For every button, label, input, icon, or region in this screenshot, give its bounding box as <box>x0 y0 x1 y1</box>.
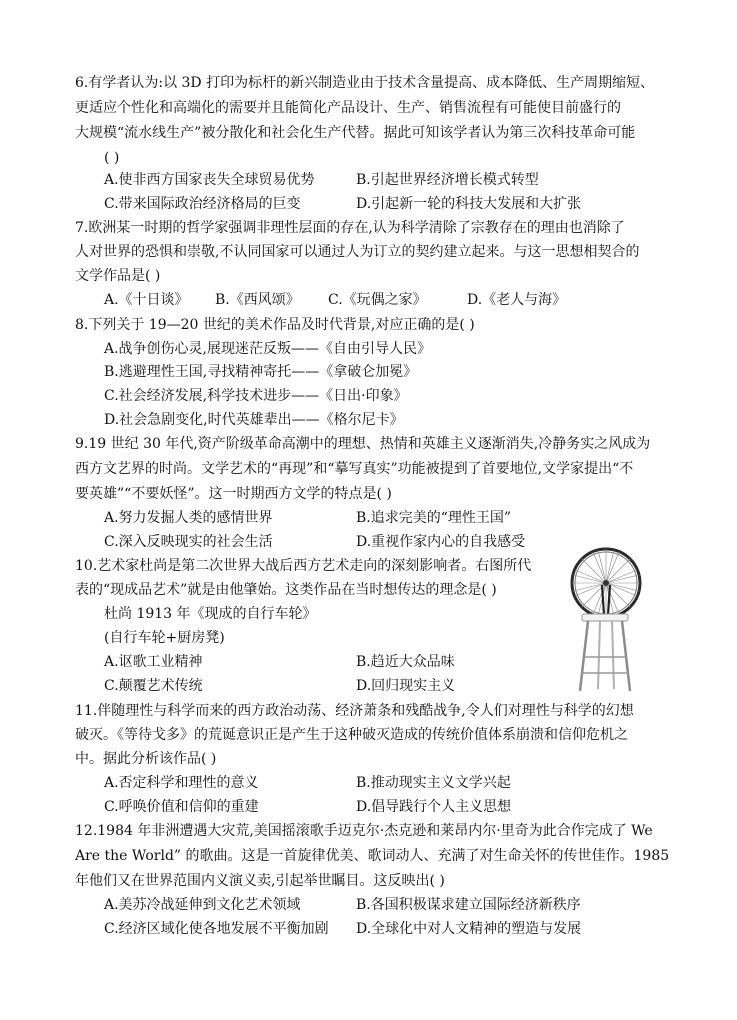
option-c: C.经济区域化使各地发展不平衡加剧 <box>104 921 329 937</box>
option-d: D.《老人与海》 <box>467 292 567 308</box>
question-8-text: 8.下列关于 19—20 世纪的美术作品及时代背景,对应正确的是( ) <box>75 317 475 333</box>
question-6-text: 更适应个性化和高端化的需要并且能简化产品设计、生产、销售流程有可能使目前盛行的 <box>75 100 621 116</box>
question-7-text: 7.欧洲某一时期的哲学家强调非理性层面的存在,认为科学清除了宗教存在的理由也消除了 <box>75 220 625 236</box>
question-9-text: 要英雄”“不要妖怪”。这一时期西方文学的特点是( ) <box>75 486 392 502</box>
figure-caption-sub: (自行车轮+厨房凳) <box>104 630 225 646</box>
bicycle-wheel-stool-image <box>558 545 650 695</box>
answer-blank: ( ) <box>104 150 120 166</box>
option-a: A.讴歌工业精神 <box>104 654 203 670</box>
question-9-text: 9.19 世纪 30 年代,资产阶级革命高潮中的理想、热情和英雄主义逐渐消失,冷静务实之风成为 <box>75 436 651 452</box>
option-c: C.深入反映现实的社会生活 <box>104 534 273 550</box>
question-9-text: 西方文艺界的时尚。文学艺术的“再现”和“摹写真实”功能被提到了首要地位,文学家提出“不 <box>75 461 634 477</box>
question-6-text: 大规模“流水线生产”被分散化和社会化生产代替。据此可知该学者认为第三次科技革命可能 <box>75 125 636 141</box>
question-11-text: 破灭。《等待戈多》的荒诞意识正是产生于这种破灭造成的传统价值体系崩溃和信仰危机之 <box>75 727 628 743</box>
question-11-text: 中。据此分析该作品( ) <box>75 751 217 767</box>
option-d: D.全球化中对人文精神的塑造与发展 <box>356 921 582 937</box>
question-10-text: 表的“现成品艺术”就是由他肇始。这类作品在当时想传达的理念是( ) <box>75 582 497 598</box>
question-12-text: Are the World” 的歌曲。这是一首旋律优美、歌词动人、充满了对生命关怀的传世佳作。1985 <box>75 848 670 864</box>
option-d: D.回归现实主义 <box>356 678 456 694</box>
question-10-text: 10.艺术家杜尚是第二次世界大战后西方艺术走向的深刻影响者。右图所代 <box>75 558 532 574</box>
option-a: A.美苏冷战延伸到文化艺术领域 <box>104 897 301 913</box>
option-c: C.颠覆艺术传统 <box>104 678 203 694</box>
option-a: A.战争创伤心灵,展现迷茫反叛——《自由引导人民》 <box>104 341 432 357</box>
stool-icon <box>580 614 630 691</box>
option-a: A.否定科学和理性的意义 <box>104 775 259 791</box>
question-12-text: 年他们又在世界范围内义演义卖,引起举世瞩目。这反映出( ) <box>75 873 445 889</box>
option-c: C.社会经济发展,科学技术进步——《日出·印象》 <box>104 388 408 404</box>
option-b: B.推动现实主义文学兴起 <box>356 775 511 791</box>
option-b: B.追求完美的“理性王国” <box>356 510 512 526</box>
question-7-text: 人对世界的恐惧和崇敬,不认同国家可以通过人为订立的契约建立起来。与这一思想相契合的 <box>75 244 640 260</box>
option-d: D.倡导践行个人主义思想 <box>356 799 512 815</box>
bicycle-wheel-icon <box>572 549 640 617</box>
option-a: A.《十日谈》 <box>104 292 189 308</box>
option-c: C.带来国际政治经济格局的巨变 <box>104 196 301 212</box>
option-b: B.逃避理性王国,寻找精神寄托——《拿破仑加冕》 <box>104 364 418 380</box>
option-d: D.社会急剧变化,时代英雄辈出——《格尔尼卡》 <box>104 412 404 428</box>
question-6-text: 6.有学者认为:以 3D 打印为标杆的新兴制造业由于技术含量提高、成本降低、生产周期缩短、 <box>75 75 655 91</box>
option-b: B.趋近大众品味 <box>356 654 455 670</box>
option-b: B.《西风颂》 <box>215 292 300 308</box>
option-a: A.努力发掘人类的感情世界 <box>104 510 273 526</box>
option-b: B.引起世界经济增长模式转型 <box>356 172 539 188</box>
option-c: C.呼唤价值和信仰的重建 <box>104 799 259 815</box>
question-12-text: 12.1984 年非洲遭遇大灾荒,美国摇滚歌手迈克尔·杰克逊和莱昂内尔·里奇为此合作完成了 We <box>75 823 653 839</box>
option-b: B.各国积极谋求建立国际经济新秩序 <box>356 897 581 913</box>
option-d: D.引起新一轮的科技大发展和大扩张 <box>356 196 582 212</box>
question-7-text: 文学作品是( ) <box>75 268 161 284</box>
option-c: C.《玩偶之家》 <box>328 292 427 308</box>
option-a: A.使非西方国家丧失全球贸易优势 <box>104 172 315 188</box>
option-d: D.重视作家内心的自我感受 <box>356 534 526 550</box>
question-11-text: 11.伴随理性与科学而来的西方政治动荡、经济萧条和残酷战争,令人们对理性与科学的幻想 <box>75 703 634 719</box>
figure-caption: 杜尚 1913 年《现成的自行车轮》 <box>104 606 317 622</box>
